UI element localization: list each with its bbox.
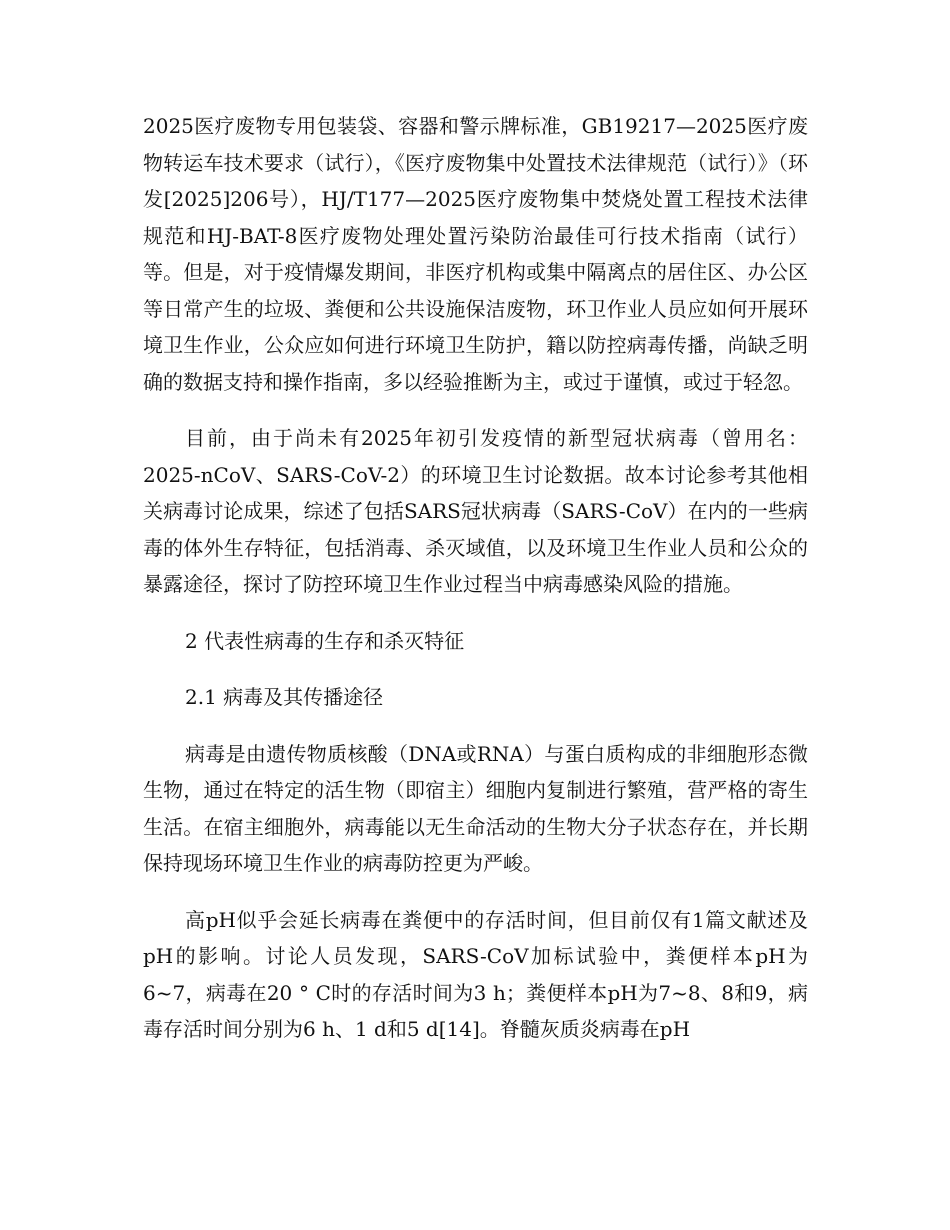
paragraph-ph-effect: 高pH似乎会延长病毒在粪便中的存活时间，但目前仅有1篇文献述及pH的影响。讨论人员发现，SARS-CoV加标试验中，粪便样本pH为6~7，病毒在20 ° C时的存活时间为3 h；粪便样本pH为7~8、8和9，病毒存活时间分别为6 h、1 d和5 d[14]。脊髓灰质炎病毒在pH bbox=[143, 907, 808, 1041]
paragraph-virus-definition: 病毒是由遗传物质核酸（DNA或RNA）与蛋白质构成的非细胞形态微生物，通过在特定的活生物（即宿主）细胞内复制进行繁殖，营严格的寄生生活。在宿主细胞外，病毒能以无生命活动的生物大分子状态存在，并长期保持现场环境卫生作业的病毒防控更为严峻。 bbox=[143, 741, 808, 875]
paragraph-background: 目前，由于尚未有2025年初引发疫情的新型冠状病毒（曾用名：2025-nCoV、SARS-CoV-2）的环境卫生讨论数据。故本讨论参考其他相关病毒讨论成果，综述了包括SARS冠状病毒（SARS-CoV）在内的一些病毒的体外生存特征，包括消毒、杀灭域值，以及环境卫生作业人员和公众的暴露途径，探讨了防控环境卫生作业过程当中病毒感染风险的措施。 bbox=[143, 426, 808, 596]
document-body bbox=[143, 108, 808, 1068]
paragraph-regulations: 2025医疗废物专用包装袋、容器和警示牌标准，GB19217—2025医疗废物转运车技术要求（试行），《医疗废物集中处置技术法律规范（试行）》（环发[2025]206号），HJ/T177—2025医疗废物集中焚烧处置工程技术法律规范和HJ-BAT-8医疗废物处理处置污染防治最佳可行技术指南（试行）等。但是，对于疫情爆发期间，非医疗机构或集中隔离点的居住区、办公区等日常产生的垃圾、粪便和公共设施保洁废物，环卫作业人员应如何开展环境卫生作业，公众应如何进行环境卫生防护，籍以防控病毒传播，尚缺乏明确的数据支持和操作指南，多以经验推断为主，或过于谨慎，或过于轻忽。 bbox=[143, 114, 808, 394]
subsection-heading-2-1: 2.1 病毒及其传播途径 bbox=[185, 685, 384, 709]
section-heading-2: 2 代表性病毒的生存和杀灭特征 bbox=[185, 628, 465, 653]
